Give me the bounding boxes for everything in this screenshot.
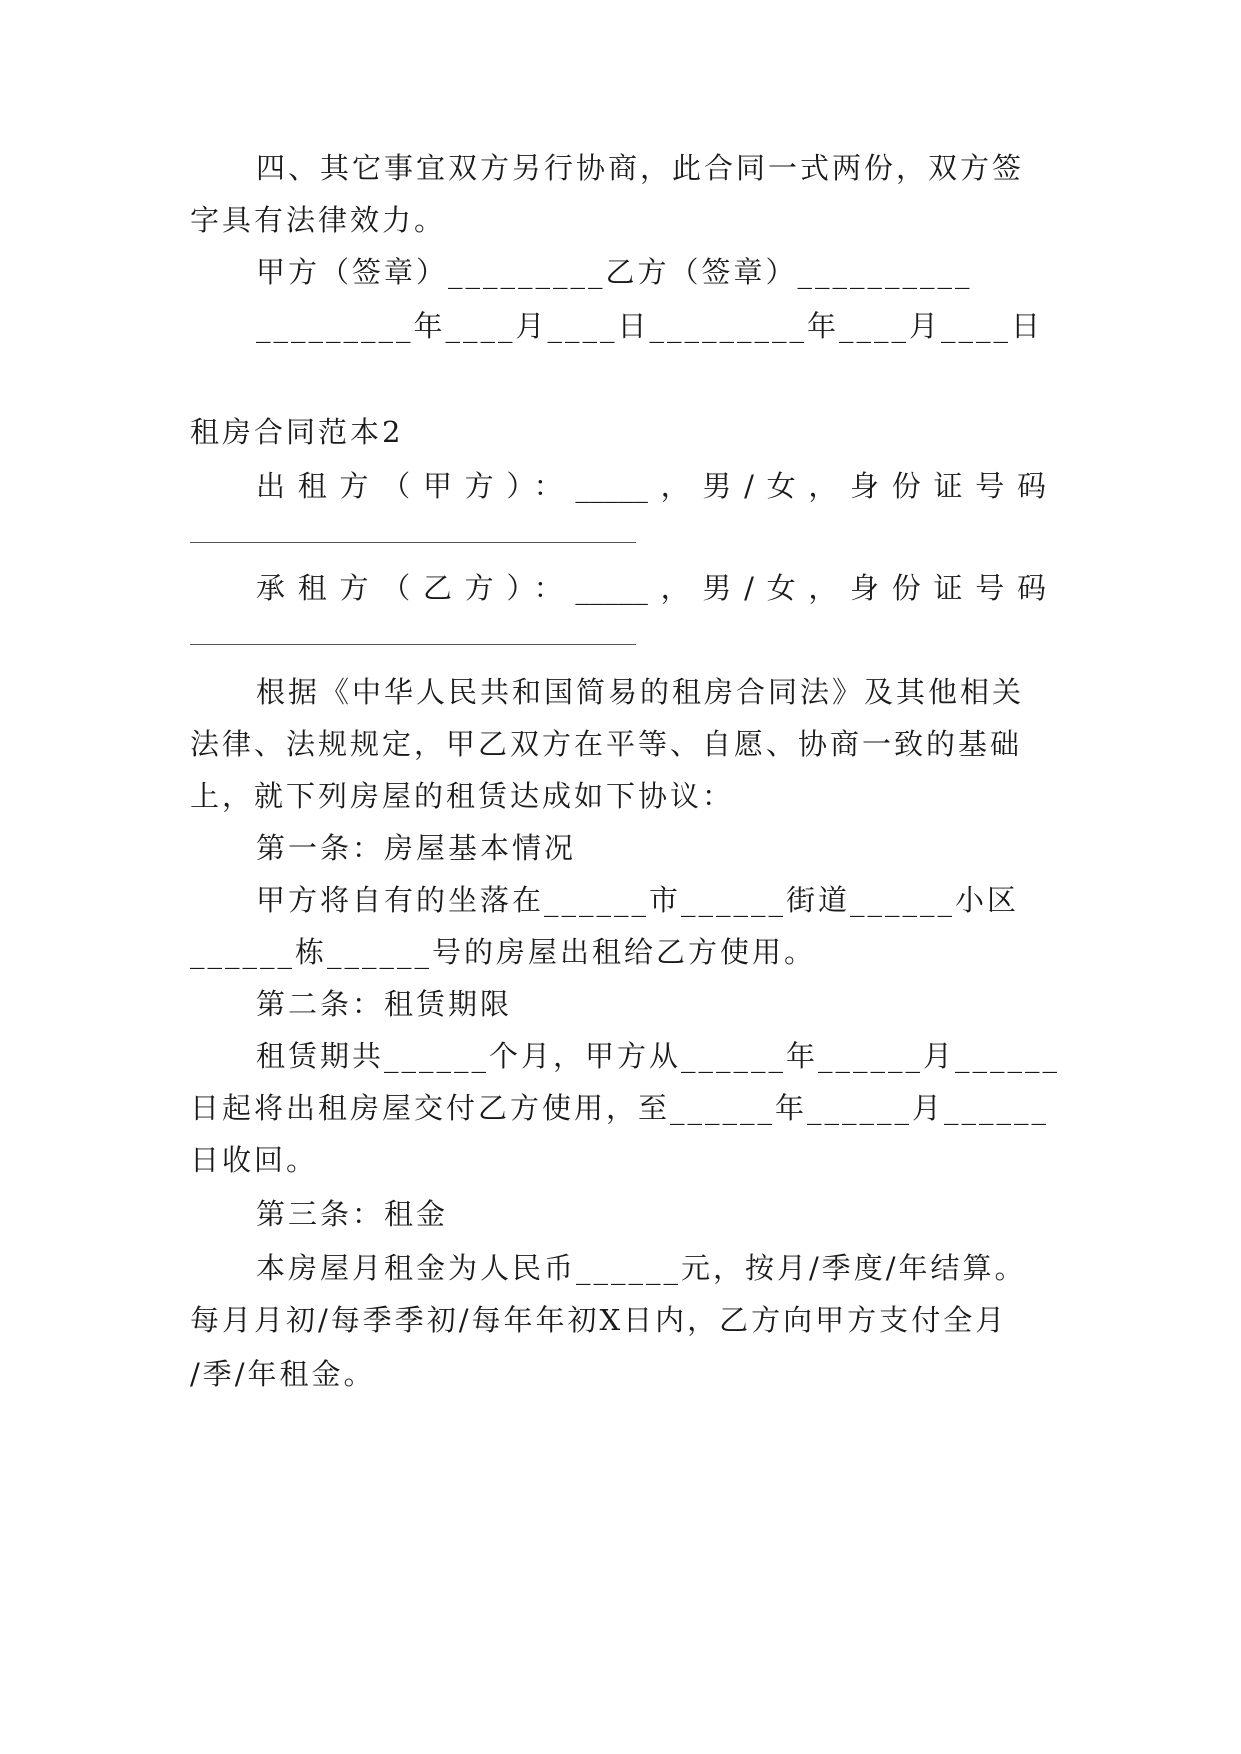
- paragraph-line: ______栋______号的房屋出租给乙方使用。: [190, 935, 817, 969]
- paragraph-line: 本房屋月租金为人民币______元，按月/季度/年结算。: [256, 1251, 1027, 1285]
- paragraph-line: 上，就下列房屋的租赁达成如下协议：: [190, 779, 735, 813]
- paragraph-line: /季/年租金。: [190, 1357, 376, 1391]
- paragraph-line: 每月月初/每季季初/每年年初X日内，乙方向甲方支付全月: [190, 1303, 1008, 1337]
- paragraph-line: 四、其它事宜双方另行协商，此合同一式两份，双方签: [256, 151, 1025, 185]
- paragraph-line: 法律、法规规定，甲乙双方在平等、自愿、协商一致的基础: [190, 727, 1023, 761]
- paragraph-line: 甲方将自有的坐落在______市______街道______小区: [256, 883, 1020, 917]
- paragraph-line: 日收回。: [190, 1143, 319, 1177]
- paragraph-line: 字具有法律效力。: [190, 203, 447, 237]
- date-line: _________年____月____日_________年____月____日: [256, 309, 1044, 343]
- paragraph-line: 租赁期共______个月，甲方从______年______月______: [256, 1039, 1061, 1073]
- section-title: 租房合同范本2: [190, 415, 404, 449]
- paragraph-line: 日起将出租房屋交付乙方使用，至______年______月______: [190, 1091, 1050, 1125]
- lessee-line: 承租方（乙方）：_____，男/女，身份证号码: [256, 571, 1046, 605]
- article-title: 第三条：租金: [256, 1197, 449, 1231]
- fill-in-underline: [190, 542, 636, 543]
- paragraph-line: 根据《中华人民共和国简易的租房合同法》及其他相关: [256, 675, 1025, 709]
- article-title: 第一条：房屋基本情况: [256, 831, 577, 865]
- fill-in-underline: [190, 644, 636, 645]
- article-title: 第二条：租赁期限: [256, 987, 513, 1021]
- lessor-line: 出租方（甲方）：_____，男/女，身份证号码: [256, 469, 1046, 503]
- signature-line: 甲方（签章）_________乙方（签章）__________: [256, 255, 973, 289]
